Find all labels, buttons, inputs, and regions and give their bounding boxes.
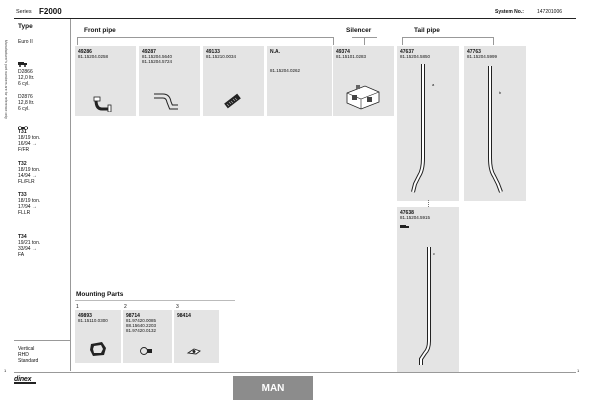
bent-pipe-icon <box>151 92 181 112</box>
tail-pipe-icon <box>411 245 451 369</box>
silencer-heading: Silencer <box>346 27 372 34</box>
front-pipe-flange-icon <box>93 96 115 112</box>
euro-norm: Euro II <box>18 39 33 45</box>
oe-number: 81.15204.5999 <box>467 54 498 59</box>
tail-connector <box>428 200 430 207</box>
type-label: Type <box>18 23 33 30</box>
footer-divider <box>14 372 576 373</box>
part-card-49287[interactable] <box>139 46 200 116</box>
mount-card-49893[interactable] <box>75 310 121 363</box>
flex-hose-icon <box>223 93 243 109</box>
side-disclaimer <box>2 40 8 140</box>
part-number: 47763 <box>467 49 481 55</box>
gasket-icon <box>186 346 202 356</box>
mounting-parts-heading: Mounting Parts <box>76 291 124 298</box>
part-number: 47638 <box>400 210 414 216</box>
oe-number: 81.15110.0300 <box>78 318 108 323</box>
oe-number: 81.15210.0034 <box>206 54 237 59</box>
part-card-na[interactable] <box>267 46 332 116</box>
front-pipe-heading: Front pipe <box>84 27 116 34</box>
header-divider <box>14 18 576 19</box>
tail-pipe-icon <box>476 64 516 198</box>
oe-number: 81.15204.5640 81.15204.5724 <box>142 54 173 64</box>
oe-number: 81.15204.0258 <box>78 54 109 59</box>
dinex-logo-text: dinex <box>14 376 32 383</box>
bolt-kit-icon <box>139 345 153 357</box>
part-card-49133[interactable] <box>203 46 264 116</box>
model-t33-code: T33 <box>18 192 27 198</box>
front-pipe-bracket <box>77 37 334 38</box>
clamp-icon <box>88 340 108 358</box>
series-label: Series <box>16 9 32 15</box>
part-card-47763[interactable] <box>464 46 526 201</box>
part-number: 98714 <box>126 313 140 319</box>
silencer-icon <box>343 83 381 111</box>
part-number: 49286 <box>78 49 92 55</box>
model-t32-detail: 18/19 ton. 14/94 → FL/FLR <box>18 167 41 185</box>
part-card-47637[interactable] <box>397 46 459 201</box>
series-value: F2000 <box>39 7 62 16</box>
oe-number: 81.15204.5915 <box>400 215 431 220</box>
brand-tab <box>233 376 313 400</box>
model-t31-code: T31 <box>18 129 27 135</box>
model-t34-code: T34 <box>18 234 27 240</box>
engine-d2866: D2866 12,0 ltr. 6 cyl. <box>18 69 35 87</box>
oe-number: 81.15101.0283 <box>336 54 367 59</box>
silencer-bracket-post <box>364 37 365 45</box>
oe-number: 81.15204.5850 <box>400 54 431 59</box>
tail-pipe-icon <box>409 62 449 198</box>
mounting-divider <box>75 300 235 301</box>
front-pipe-bracket-left <box>77 37 78 45</box>
part-number: 49893 <box>78 313 92 319</box>
tail-mark-b: b <box>499 90 502 95</box>
part-number: 47637 <box>400 49 414 55</box>
part-number: 98414 <box>177 313 191 319</box>
model-t32-code: T32 <box>18 161 27 167</box>
part-card-49374[interactable] <box>333 46 394 116</box>
model-t31-detail: 18/19 ton. 16/94 → F/FR <box>18 135 41 153</box>
oe-number: 81.15204.0262 <box>270 68 301 73</box>
part-number: 49287 <box>142 49 156 55</box>
part-card-47638[interactable] <box>397 207 459 372</box>
mount-index-2: 2 <box>124 304 127 310</box>
mini-truck-icon <box>400 225 410 230</box>
page-number-right: 1 <box>577 368 580 373</box>
part-number: 49133 <box>206 49 220 55</box>
model-t33-detail: 18/19 ton. 17/94 → FLLR <box>18 198 41 216</box>
mount-card-98414[interactable] <box>174 310 219 363</box>
side-disclaimer-text: Manufacturer's part numbers are for reference only <box>4 40 8 119</box>
part-number: N.A. <box>270 49 280 55</box>
brand-name: MAN <box>261 382 285 394</box>
sidebar-footer-divider <box>14 340 70 341</box>
system-label: System No.: <box>495 9 524 15</box>
engine-d2876: D2876 12,8 ltr. 6 cyl. <box>18 94 35 112</box>
tail-pipe-bracket-left <box>402 37 403 45</box>
tail-mark-c: c <box>433 251 435 256</box>
page-number-left: 1 <box>4 368 7 373</box>
part-card-49286[interactable] <box>75 46 136 116</box>
tail-pipe-heading: Tail pipe <box>414 27 440 34</box>
mount-index-1: 1 <box>76 304 79 310</box>
sidebar-footer: Vertical RHD Standard <box>18 346 39 364</box>
dinex-logo <box>14 376 36 384</box>
part-number: 49374 <box>336 49 350 55</box>
system-value: 147201006 <box>537 9 563 15</box>
tail-pipe-bracket-right <box>493 37 494 45</box>
tail-mark-a: a <box>432 82 435 87</box>
mount-card-98714[interactable] <box>123 310 172 363</box>
mount-index-3: 3 <box>176 304 179 310</box>
front-pipe-bracket-right <box>333 37 334 45</box>
tail-pipe-bracket <box>402 37 494 38</box>
oe-number: 81.97420.0085 88.15640.2203 81.97420.0132 <box>126 318 157 333</box>
model-t34-detail: 19/21 ton. 33/94 → FA <box>18 240 41 258</box>
